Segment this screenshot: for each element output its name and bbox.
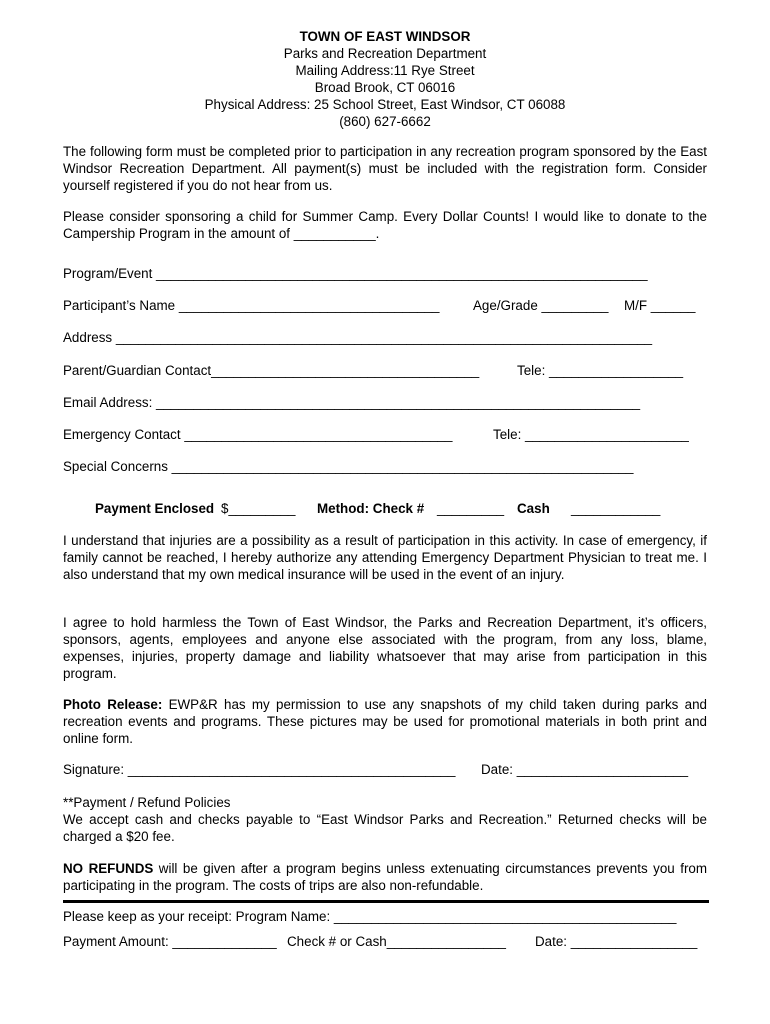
participant-row: [63, 297, 707, 314]
town-title: TOWN OF EAST WINDSOR: [299, 29, 471, 44]
emergency-contact-field[interactable]: Emergency Contact ____________________________________: [63, 427, 453, 442]
parent-guardian-field[interactable]: Parent/Guardian Contact____________________________________: [63, 363, 480, 378]
letterhead: [0, 28, 770, 130]
special-concerns-field[interactable]: Special Concerns ______________________________________________________________: [63, 459, 634, 474]
method-check-label: Method: Check #: [317, 501, 425, 516]
receipt-date-field[interactable]: Date: _________________: [535, 934, 698, 949]
physical-address: Physical Address: 25 School Street, East Windsor, CT 06088: [204, 97, 566, 112]
phone-number: (860) 627-6662: [339, 114, 431, 129]
check-number-field[interactable]: _________: [437, 501, 505, 516]
injury-paragraph: I understand that injuries are a possibility as a result of participation in this activity. In case of emergency, if family cannot be reached, I hereby authorize any attending Emergency Department Physician to treat me. I also understand that my own medical insurance will be used in the event of an injury.: [63, 533, 707, 582]
intro-paragraph: The following form must be completed prior to participation in any recreation program sponsored by the East Windsor Recreation Department. All payment(s) must be included with the registration form. Consider yourself registered if you do not hear from us.: [63, 144, 707, 193]
photo-release-paragraph: [63, 696, 707, 747]
payment-amount-field[interactable]: Payment Amount: ______________: [63, 934, 277, 949]
parent-row: [63, 362, 707, 379]
address-field[interactable]: Address ________________________________________________________________________: [63, 330, 653, 345]
receipt-payment-row: [63, 933, 707, 950]
program-event-field[interactable]: Program/Event __________________________________________________________________: [63, 266, 648, 281]
department-name: Parks and Recreation Department: [283, 46, 487, 61]
check-or-cash-field[interactable]: Check # or Cash________________: [287, 934, 506, 949]
hold-harmless-paragraph: I agree to hold harmless the Town of East Windsor, the Parks and Recreation Department, it’s officers, sponsors, agents, employees and anyone else associated with the program, from any loss, blame, expenses, injuries, property damage and liability whatsoever that may arise from participation in this program.: [63, 615, 707, 681]
photo-release-label: Photo Release:: [63, 697, 163, 712]
photo-release-text: EWP&R has my permission to use any snapshots of my child taken during parks and recreation events and programs. These pictures may be used for promotional materials in both print and online form.: [63, 697, 707, 746]
city-line: Broad Brook, CT 06016: [314, 80, 456, 95]
policies-title: **Payment / Refund Policies: [63, 795, 231, 810]
receipt-divider: [63, 900, 709, 903]
policies-text: We accept cash and checks payable to “East Windsor Parks and Recreation.” Returned checks will be charged a $20 fee.: [63, 812, 707, 844]
payment-enclosed-label: Payment Enclosed: [95, 501, 215, 516]
cash-field[interactable]: ____________: [571, 501, 661, 516]
cash-label: Cash: [517, 501, 550, 516]
signature-date-field[interactable]: Date: _______________________: [481, 762, 689, 777]
parent-tele-field[interactable]: Tele: __________________: [517, 363, 684, 378]
sponsor-paragraph: Please consider sponsoring a child for Summer Camp. Every Dollar Counts! I would like to donate to the Campership Program in the amount of ___________.: [63, 209, 707, 241]
no-refunds-label: NO REFUNDS: [63, 861, 154, 876]
age-grade-field[interactable]: Age/Grade _________: [473, 298, 609, 313]
participant-name-field[interactable]: Participant’s Name ___________________________________: [63, 298, 440, 313]
signature-field[interactable]: Signature: ____________________________________________: [63, 762, 456, 777]
signature-row: [63, 761, 707, 778]
payment-policies: [63, 794, 707, 845]
mailing-address: Mailing Address:11 Rye Street: [295, 63, 475, 78]
emergency-row: [63, 426, 707, 443]
payment-enclosed-field[interactable]: $_________: [221, 501, 296, 516]
no-refunds-paragraph: [63, 860, 707, 894]
email-field[interactable]: Email Address: _________________________________________________________________: [63, 395, 641, 410]
receipt-program-field[interactable]: Please keep as your receipt: Program Name: ______________________________________________: [63, 909, 677, 924]
emergency-tele-field[interactable]: Tele: ______________________: [493, 427, 689, 442]
gender-field[interactable]: M/F ______: [624, 298, 696, 313]
payment-row: [63, 500, 707, 517]
no-refunds-text: will be given after a program begins unless extenuating circumstances prevents you from participating in the program. The costs of trips are also non-refundable.: [63, 861, 708, 893]
